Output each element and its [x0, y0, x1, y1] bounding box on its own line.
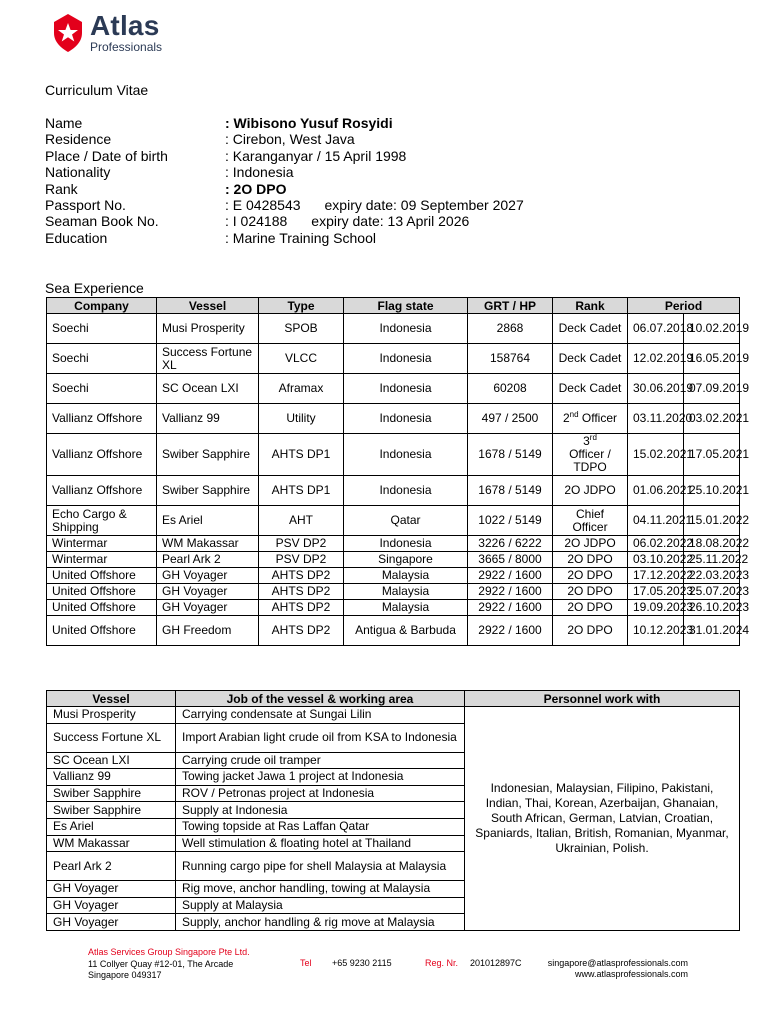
footer-reg-label: Reg. Nr. — [425, 958, 459, 968]
info-value — [225, 115, 393, 131]
cell-job-area: Supply at Malaysia — [176, 897, 465, 914]
cell-vessel: Swiber Sapphire — [157, 434, 259, 476]
cell-grt-hp: 2922 / 1600 — [468, 568, 553, 584]
cell-job-area: Import Arabian light crude oil from KSA to Indonesia — [176, 723, 465, 752]
cell-grt-hp: 3665 / 8000 — [468, 552, 553, 568]
sea-row — [47, 374, 740, 404]
cell-type: AHT — [259, 506, 344, 536]
cell-rank: Deck Cadet — [553, 314, 628, 344]
cell-vessel: WM Makassar — [157, 536, 259, 552]
cell-vessel: Es Ariel — [157, 506, 259, 536]
cell-job-area: Supply at Indonesia — [176, 802, 465, 819]
cell-job-area: Well stimulation & floating hotel at Thailand — [176, 835, 465, 852]
cell-period-to: 18.08.2022 — [684, 536, 740, 552]
cell-job-area: ROV / Petronas project at Indonesia — [176, 785, 465, 802]
footer-address-line2: Singapore 049317 — [88, 970, 162, 980]
brand-name: Atlas — [90, 10, 160, 41]
info-value-text: : Indonesia — [225, 164, 294, 181]
cell-flag-state: Indonesia — [344, 374, 468, 404]
sea-row — [47, 584, 740, 600]
rank-ordinal: nd — [569, 410, 579, 419]
cell-period-to: 22.03.2023 — [684, 568, 740, 584]
info-row — [45, 197, 745, 213]
cell-type: VLCC — [259, 344, 344, 374]
cell-flag-state: Indonesia — [344, 434, 468, 476]
cell-grt-hp: 497 / 2500 — [468, 404, 553, 434]
cell-flag-state: Malaysia — [344, 568, 468, 584]
sea-row — [47, 616, 740, 646]
cell-period-from: 17.12.2022 — [628, 568, 684, 584]
cell-rank: Deck Cadet — [553, 374, 628, 404]
info-value-text: : 2O DPO — [225, 180, 287, 197]
cell-vessel: GH Freedom — [157, 616, 259, 646]
info-row — [45, 115, 745, 131]
info-value — [225, 230, 376, 246]
vessel-work-table — [46, 690, 740, 931]
header-job-area: Job of the vessel & working area — [176, 691, 465, 707]
footer-tel-label: Tel — [300, 958, 312, 968]
cell-period-to: 16.05.2019 — [684, 344, 740, 374]
cell-rank: 2O DPO — [553, 616, 628, 646]
cell-period-from: 04.11.2021 — [628, 506, 684, 536]
work-row — [47, 707, 740, 724]
cell-flag-state: Antigua & Barbuda — [344, 616, 468, 646]
cell-job-area: Carrying condensate at Sungai Lilin — [176, 707, 465, 724]
cell-grt-hp: 1678 / 5149 — [468, 476, 553, 506]
expiry-date: expiry date: 13 April 2026 — [311, 213, 470, 230]
cell-period-to: 25.10.2021 — [684, 476, 740, 506]
cell-job-area: Running cargo pipe for shell Malaysia at Malaysia — [176, 852, 465, 881]
cell-type: AHTS DP2 — [259, 616, 344, 646]
cell-vessel: Pearl Ark 2 — [157, 552, 259, 568]
cell-period-from: 15.02.2021 — [628, 434, 684, 476]
cell-job-area: Carrying crude oil tramper — [176, 752, 465, 769]
cell-type: AHTS DP1 — [259, 476, 344, 506]
cell-rank — [553, 404, 628, 434]
cell-rank: 2O JDPO — [553, 476, 628, 506]
footer-tel: +65 9230 2115 — [332, 958, 392, 968]
info-row — [45, 148, 745, 164]
atlas-shield-star-icon — [52, 13, 84, 53]
info-value-text: : Karanganyar / 15 April 1998 — [225, 147, 407, 164]
cell-grt-hp: 2922 / 1600 — [468, 616, 553, 646]
sea-row — [47, 314, 740, 344]
header-company: Company — [47, 298, 157, 314]
work-header-row — [47, 691, 740, 707]
cell-company: Vallianz Offshore — [47, 476, 157, 506]
cell-flag-state: Indonesia — [344, 476, 468, 506]
cell-period-to: 26.10.2023 — [684, 600, 740, 616]
cell-company: Soechi — [47, 374, 157, 404]
cell-period-from: 30.06.2019 — [628, 374, 684, 404]
info-row — [45, 230, 745, 246]
cell-company: United Offshore — [47, 584, 157, 600]
cell-type: AHTS DP2 — [259, 584, 344, 600]
atlas-logo — [52, 12, 162, 53]
cell-work-vessel: Pearl Ark 2 — [47, 852, 176, 881]
info-label: Nationality — [45, 164, 111, 181]
info-label: Rank — [45, 180, 78, 197]
cell-grt-hp: 2922 / 1600 — [468, 584, 553, 600]
cell-type: SPOB — [259, 314, 344, 344]
cell-work-vessel: Swiber Sapphire — [47, 802, 176, 819]
cell-flag-state: Indonesia — [344, 314, 468, 344]
cell-work-vessel: WM Makassar — [47, 835, 176, 852]
cell-flag-state: Singapore — [344, 552, 468, 568]
cell-grt-hp: 158764 — [468, 344, 553, 374]
info-row — [45, 181, 745, 197]
info-value — [225, 164, 294, 180]
cell-vessel: SC Ocean LXI — [157, 374, 259, 404]
rank-title: Officer — [578, 411, 618, 425]
sea-row — [47, 476, 740, 506]
cell-grt-hp: 1022 / 5149 — [468, 506, 553, 536]
cell-work-vessel: SC Ocean LXI — [47, 752, 176, 769]
cell-period-from: 03.11.2020 — [628, 404, 684, 434]
cell-grt-hp: 3226 / 6222 — [468, 536, 553, 552]
cell-rank — [553, 434, 628, 476]
header-flag-state: Flag state — [344, 298, 468, 314]
cell-period-from: 06.02.2022 — [628, 536, 684, 552]
cell-vessel: Success Fortune XL — [157, 344, 259, 374]
cell-personnel: Indonesian, Malaysian, Filipino, Pakistani, Indian, Thai, Korean, Azerbaijan, Ghanaian, South African, German, Latvian, Croatian, Spaniards, Italian, British, Romanian, Myanmar, Ukrainian, Polish. — [465, 707, 740, 931]
cell-period-from: 03.10.2022 — [628, 552, 684, 568]
info-value-text: : Wibisono Yusuf Rosyidi — [225, 115, 393, 131]
rank-ordinal: rd — [589, 433, 597, 442]
cell-vessel: GH Voyager — [157, 584, 259, 600]
header-period: Period — [628, 298, 740, 314]
info-label: Residence — [45, 131, 112, 148]
header-rank: Rank — [553, 298, 628, 314]
cell-period-from: 12.02.2019 — [628, 344, 684, 374]
cell-flag-state: Indonesia — [344, 404, 468, 434]
cell-job-area: Supply, anchor handling & rig move at Malaysia — [176, 914, 465, 931]
cell-period-to: 25.11.2022 — [684, 552, 740, 568]
info-value — [225, 131, 355, 147]
cell-company: United Offshore — [47, 600, 157, 616]
sea-row — [47, 600, 740, 616]
cell-work-vessel: GH Voyager — [47, 897, 176, 914]
info-value — [225, 148, 406, 164]
cell-type: AHTS DP2 — [259, 568, 344, 584]
cell-job-area: Towing topside at Ras Laffan Qatar — [176, 818, 465, 835]
cell-work-vessel: GH Voyager — [47, 881, 176, 898]
cell-type: AHTS DP1 — [259, 434, 344, 476]
info-value-text: : E 0428543 — [225, 196, 301, 213]
cell-flag-state: Indonesia — [344, 344, 468, 374]
footer-reg: 201012897C — [470, 958, 522, 968]
info-label: Seaman Book No. — [45, 213, 159, 230]
info-label: Education — [45, 229, 108, 246]
cell-type: PSV DP2 — [259, 552, 344, 568]
cell-type: Utility — [259, 404, 344, 434]
sea-experience-table — [46, 297, 750, 646]
cell-grt-hp: 1678 / 5149 — [468, 434, 553, 476]
cell-grt-hp: 2868 — [468, 314, 553, 344]
cell-work-vessel: Vallianz 99 — [47, 769, 176, 786]
cell-flag-state: Indonesia — [344, 536, 468, 552]
cell-company: Vallianz Offshore — [47, 404, 157, 434]
document-title: Curriculum Vitae — [45, 82, 149, 98]
cell-vessel: Vallianz 99 — [157, 404, 259, 434]
info-label: Passport No. — [45, 196, 126, 213]
sea-experience-title: Sea Experience — [45, 280, 144, 296]
cell-work-vessel: Swiber Sapphire — [47, 785, 176, 802]
cell-rank: 2O DPO — [553, 552, 628, 568]
sea-row — [47, 506, 740, 536]
cell-rank: 2O DPO — [553, 568, 628, 584]
cell-rank: Deck Cadet — [553, 344, 628, 374]
sea-row — [47, 344, 740, 374]
footer-address-line1: 11 Collyer Quay #12-01, The Arcade — [88, 958, 234, 969]
cell-vessel: GH Voyager — [157, 600, 259, 616]
sea-row — [47, 404, 740, 434]
cell-rank: 2O DPO — [553, 584, 628, 600]
cell-type: AHTS DP2 — [259, 600, 344, 616]
cell-company: Soechi — [47, 344, 157, 374]
rank-number: 3 — [583, 434, 590, 448]
cell-type: PSV DP2 — [259, 536, 344, 552]
cell-period-from: 17.05.2023 — [628, 584, 684, 600]
personal-info — [45, 115, 745, 246]
info-row — [45, 213, 745, 229]
cell-grt-hp: 2922 / 1600 — [468, 600, 553, 616]
rank-title: Officer / TDPO — [569, 447, 611, 474]
info-value-text: : Marine Training School — [225, 229, 376, 246]
info-value-text: : I 024188 — [225, 213, 288, 230]
cell-job-area: Towing jacket Jawa 1 project at Indonesia — [176, 769, 465, 786]
cell-work-vessel: GH Voyager — [47, 914, 176, 931]
header-work-vessel: Vessel — [47, 691, 176, 707]
cell-flag-state: Malaysia — [344, 584, 468, 600]
sea-row — [47, 552, 740, 568]
cell-company: United Offshore — [47, 616, 157, 646]
cell-company: Wintermar — [47, 536, 157, 552]
cell-job-area: Rig move, anchor handling, towing at Malaysia — [176, 881, 465, 898]
cell-flag-state: Malaysia — [344, 600, 468, 616]
cell-work-vessel: Musi Prosperity — [47, 707, 176, 724]
cell-company: Echo Cargo & Shipping — [47, 506, 157, 536]
cell-rank: 2O DPO — [553, 600, 628, 616]
cell-work-vessel: Success Fortune XL — [47, 723, 176, 752]
cell-company: United Offshore — [47, 568, 157, 584]
cell-grt-hp: 60208 — [468, 374, 553, 404]
cell-work-vessel: Es Ariel — [47, 818, 176, 835]
footer-email-link[interactable]: singapore@atlasprofessionals.com — [547, 958, 688, 968]
info-value — [225, 181, 286, 197]
cell-vessel: Swiber Sapphire — [157, 476, 259, 506]
info-label: Place / Date of birth — [45, 147, 168, 164]
cell-rank: Chief Officer — [553, 506, 628, 536]
cell-rank: 2O JDPO — [553, 536, 628, 552]
info-value — [225, 197, 524, 213]
cell-type: Aframax — [259, 374, 344, 404]
info-label: Name — [45, 115, 83, 131]
cell-period-to: 15.01.2022 — [684, 506, 740, 536]
cell-period-to: 03.02.2021 — [684, 404, 740, 434]
footer-company: Atlas Services Group Singapore Pte Ltd. — [88, 947, 250, 957]
info-row — [45, 164, 745, 180]
header-vessel: Vessel — [157, 298, 259, 314]
info-value — [225, 213, 469, 229]
cell-company: Soechi — [47, 314, 157, 344]
header-type: Type — [259, 298, 344, 314]
expiry-date: expiry date: 09 September 2027 — [324, 196, 524, 213]
sea-row — [47, 568, 740, 584]
cell-period-to: 07.09.2019 — [684, 374, 740, 404]
cell-period-from: 19.09.2023 — [628, 600, 684, 616]
cell-period-to: 25.07.2023 — [684, 584, 740, 600]
cell-vessel: Musi Prosperity — [157, 314, 259, 344]
cell-period-from: 01.06.2021 — [628, 476, 684, 506]
sea-header-row — [47, 298, 740, 314]
footer-website-link[interactable]: www.atlasprofessionals.com — [574, 969, 688, 979]
cell-period-to: 10.02.2019 — [684, 314, 740, 344]
cell-period-to: 17.05.2021 — [684, 434, 740, 476]
rank-number: 2 — [562, 411, 570, 425]
cell-period-from: 10.12.2023 — [628, 616, 684, 646]
header-grt-hp: GRT / HP — [468, 298, 553, 314]
cell-flag-state: Qatar — [344, 506, 468, 536]
cell-period-from: 06.07.2018 — [628, 314, 684, 344]
cell-company: Vallianz Offshore — [47, 434, 157, 476]
sea-row — [47, 536, 740, 552]
brand-tagline: Professionals — [90, 40, 163, 54]
cell-company: Wintermar — [47, 552, 157, 568]
cell-period-to: 31.01.2024 — [684, 616, 740, 646]
sea-row — [47, 434, 740, 476]
info-value-text: : Cirebon, West Java — [225, 131, 355, 148]
info-row — [45, 131, 745, 147]
cell-vessel: GH Voyager — [157, 568, 259, 584]
header-personnel: Personnel work with — [465, 691, 740, 707]
